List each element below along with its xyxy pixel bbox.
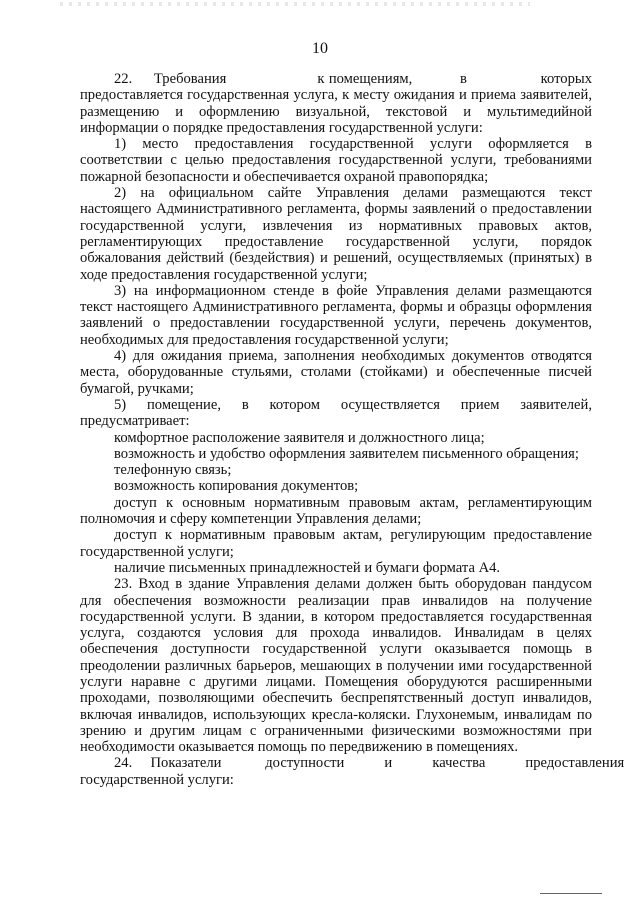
list-item: доступ к нормативным правовым актам, регулирующим предоставление государственной услуги; <box>80 527 592 560</box>
footer-rule <box>540 893 602 894</box>
paragraph-22: 22. Требования к помещениям, в которых предоставляется государственная услуга, к месту ожидания и приема заявителей, размещению и оформлению визуальной, текстовой и мультимедийной информации о порядке предоставления государственной услуги: <box>80 71 592 136</box>
list-item: доступ к основным нормативным правовым актам, регламентирующим полномочия и сферу компетенции Управления делами; <box>80 494 592 528</box>
list-item: возможность и удобство оформления заявителем письменного обращения; <box>114 445 579 462</box>
list-item: наличие письменных принадлежностей и бумаги формата А4. <box>114 559 501 576</box>
scan-artifact <box>60 2 530 6</box>
list-item: телефонную связь; <box>114 462 232 479</box>
paragraph-24: 24. Показатели доступности и качества предоставления государственной услуги: <box>80 755 625 788</box>
document-body <box>80 71 625 788</box>
list-item: возможность копирования документов; <box>114 478 359 495</box>
paragraph-22-item-3: 3) на информационном стенде в фойе Управления делами размещаются текст настоящего Административного регламента, формы и образцы оформления заявлений о предоставлении государственной услуги, перечень документов, необходимых для предоставления государственной услуги; <box>80 282 592 348</box>
paragraph-22-item-1: 1) место предоставления государственной услуги оформляется в соответствии с целью предоставления государственной услуги, требованиями пожарной безопасности и обеспечивается охраной правопорядка; <box>80 136 592 185</box>
list-item: комфортное расположение заявителя и должностного лица; <box>114 429 485 446</box>
page-number: 10 <box>312 40 328 57</box>
paragraph-22-item-2: 2) на официальном сайте Управления делами размещаются текст настоящего Административного регламента, формы заявлений о предоставлении государственной услуги, извлечения из нормативных правовых актов, регламентирующих предоставление государственной услуги, порядок обжалования действий (бездействия) и решений, осуществляемых (принятых) в ходе предоставления государственной услуги; <box>80 185 592 283</box>
paragraph-23: 23. Вход в здание Управления делами должен быть оборудован пандусом для обеспечения возможности реализации прав инвалидов на получение государственной услуги. В здании, в котором предоставляется государственная услуга, создаются условия для прохода инвалидов. Инвалидам в целях обеспечения доступности государственной услуги оказывается помощь в преодолении различных барьеров, мешающих в получении ими государственной услуги наравне с другими лицами. Помещения оборудуются расширенными проходами, позволяющими обеспечить беспрепятственный доступ инвалидов, включая инвалидов, использующих кресла-коляски. Глухонемым, инвалидам по зрению и другим лицам с ограниченными физическими возможностями при необходимости оказывается помощь по передвижению в помещениях. <box>80 576 592 756</box>
paragraph-22-item-5: 5) помещение, в котором осуществляется прием заявителей, предусматривает: <box>80 396 592 430</box>
paragraph-22-item-4: 4) для ожидания приема, заполнения необходимых документов отводятся места, оборудованные стульями, столами (стойками) и обеспеченные писчей бумагой, ручками; <box>80 348 592 397</box>
